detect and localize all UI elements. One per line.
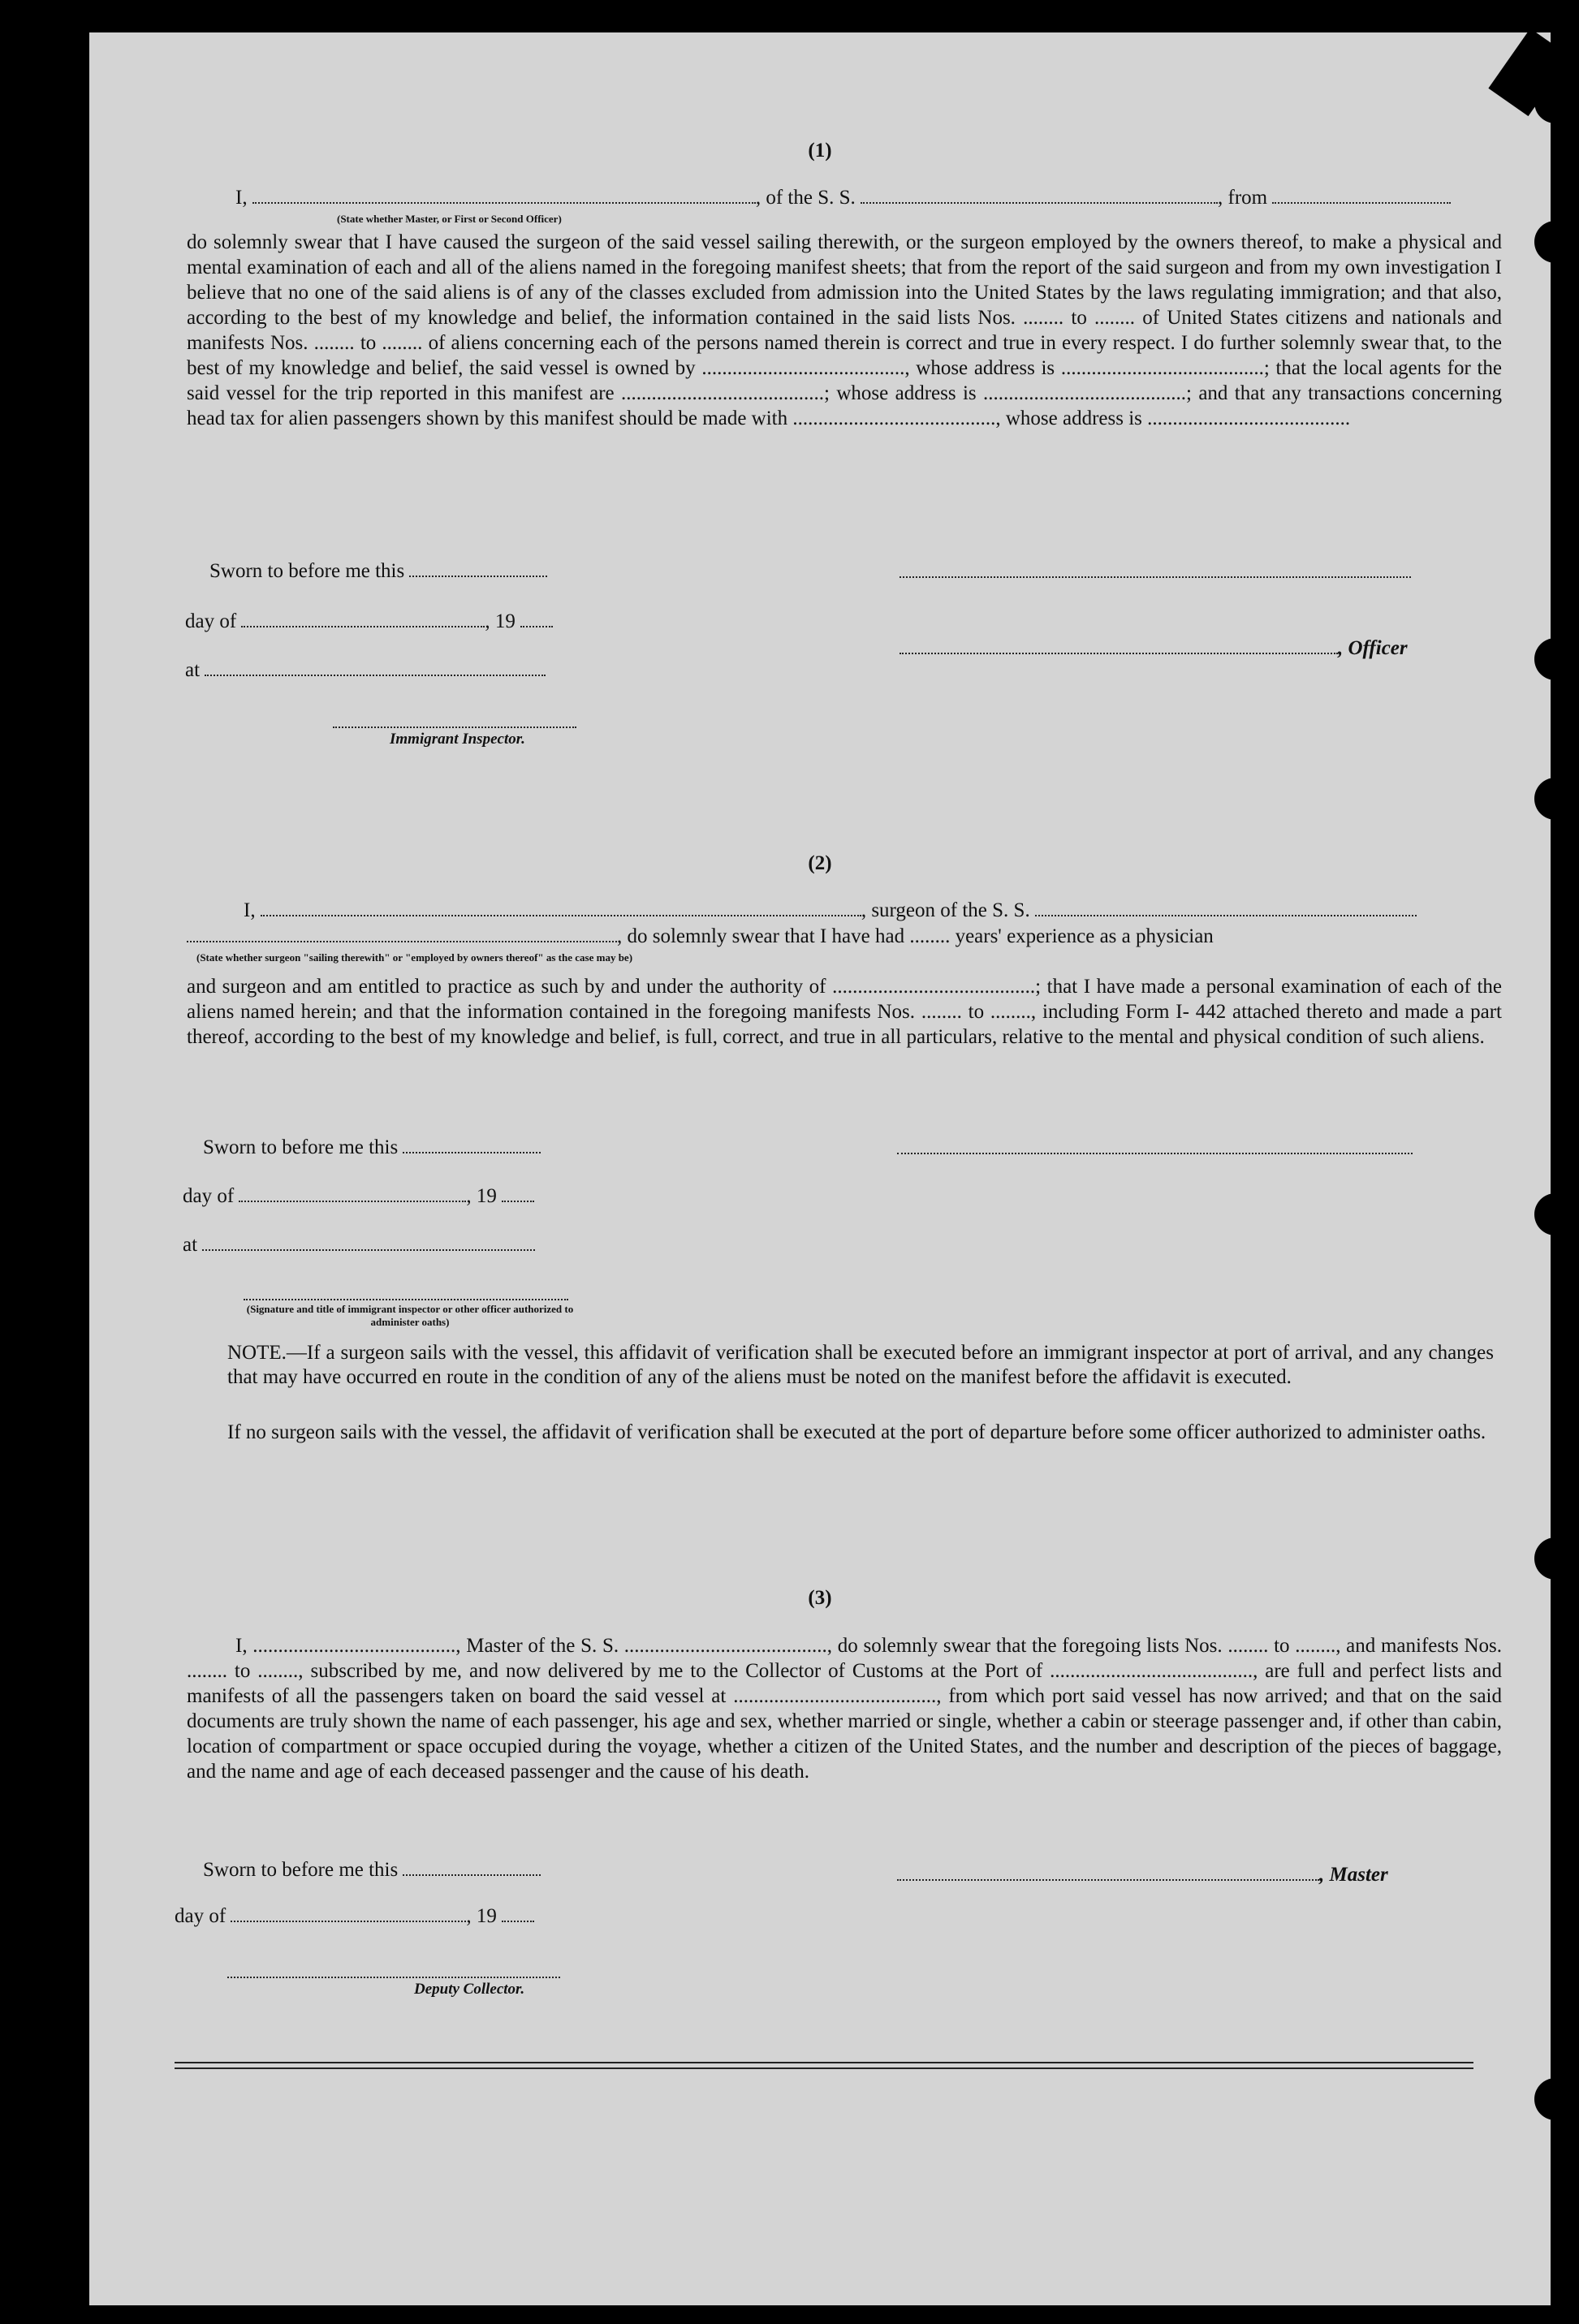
s1-year-field[interactable] xyxy=(520,616,553,627)
punch-hole xyxy=(1534,638,1577,680)
s2-sworn-field[interactable] xyxy=(403,1142,541,1153)
s1-at-field[interactable] xyxy=(205,665,546,676)
s2-signature-line xyxy=(897,1153,1413,1154)
s2-signature-caption: (Signature and title of immigrant inspector or other officer authorized to administer oaths) xyxy=(246,1303,574,1328)
s3-master-line: , Master xyxy=(897,1864,1388,1886)
section-3-oath: I, ........................................, Master of the S. S. ........................................, do solemnly swear that the foregoing lists Nos. ........ to ........, and manifests Nos. ........ to ........, subscribed by me, and now delivered by me to the Collector of Customs at the Port of ........................................, are full and perfect lists and manifests of all the passengers taken on board the said vessel at ........................................, from which port said vessel has now arrived; and that on the said documents are truly shown the name of each passenger, his age and sex, whether married or single, whether a cabin or steerage passenger and, if other than cabin, location of compartment or space occupied during the voyage, whether a citizen of the United States, and the number and description of the pieces of baggage, and the name and age of each deceased passenger and the cause of his death. xyxy=(187,1635,1502,1783)
section-1-oath: do solemnly swear that I have caused the surgeon of the said vessel sailing therewith, or the surgeon employed by the owners thereof, to make a physical and mental examination of each and all of the aliens named in the foregoing manifest sheets; that from the report of the said surgeon and from my own investigation I believe that no one of the said aliens is of any of the classes excluded from admission into the United States by the laws regulating immigration; and that also, according to the best of my knowledge and belief, the information contained in the said lists Nos. ........ to ........ of United States citizens and nationals and manifests Nos. ........ to ........ of aliens concerning each of the persons named therein is correct and true in every respect. I do further solemnly swear that, to the best of my knowledge and belief, the said vessel is owned by ........................................, whose address is ........................................; that the local agents for the said vessel for the trip reported in this manifest are ........................................; whose address is ........................................; and that any transactions concerning head tax for alien passengers shown by this manifest should be made with ........................................, whose address is ........................................ xyxy=(187,231,1502,429)
s2-first-line: I, , surgeon of the S. S. xyxy=(244,899,1417,922)
punch-hole xyxy=(1534,81,1577,123)
s1-at-line: at xyxy=(185,659,546,682)
note-second-paragraph: If no surgeon sails with the vessel, the affidavit of verification shall be executed at the port of departure before some officer authorized to administer oaths. xyxy=(227,1421,1486,1443)
punch-hole xyxy=(1534,778,1577,820)
section-2-title: (2) xyxy=(808,852,832,874)
s2-official-signature-line xyxy=(244,1299,568,1300)
section-3-title: (3) xyxy=(808,1587,832,1609)
s3-day-line: day of , 19 xyxy=(175,1905,534,1928)
s2-at-line: at xyxy=(183,1234,535,1257)
bottom-divider xyxy=(175,2062,1473,2063)
master-name-field[interactable] xyxy=(252,192,756,204)
note-paragraph: NOTE.—If a surgeon sails with the vessel, this affidavit of verification shall be executed before an immigrant inspector at port of arrival, and any changes that may have occurred en route in the condition of any of the aliens must be noted on the manifest before the affidavit is executed. xyxy=(227,1342,1494,1388)
surgeon-caption: (State whether surgeon "sailing therewith" or "employed by owners thereof" as the case may be) xyxy=(196,951,633,964)
vessel-name-field[interactable] xyxy=(861,192,1218,204)
immigrant-inspector-label: Immigrant Inspector. xyxy=(390,731,525,748)
s3-day-field[interactable] xyxy=(231,1911,466,1922)
s2-vessel-field[interactable] xyxy=(1035,905,1417,916)
deputy-collector-label: Deputy Collector. xyxy=(414,1981,525,1998)
s1-sworn-field[interactable] xyxy=(409,566,547,577)
collector-signature-line xyxy=(227,1977,560,1978)
inspector-signature-line xyxy=(333,727,576,728)
s2-day-field[interactable] xyxy=(239,1191,466,1202)
section-1-header-line: I, , of the S. S. , from xyxy=(235,187,1451,209)
officer-signature-field[interactable] xyxy=(900,643,1338,654)
s1-day-field[interactable] xyxy=(241,616,485,627)
bottom-divider-second xyxy=(175,2067,1473,2069)
s3-sworn-line: Sworn to before me this xyxy=(203,1859,541,1882)
punch-hole xyxy=(1534,2078,1577,2120)
punch-hole xyxy=(1534,1537,1577,1580)
section-1-title: (1) xyxy=(808,140,832,162)
s3-sworn-field[interactable] xyxy=(403,1865,541,1876)
s2-second-line: , do solemnly swear that I have had ........ years' experience as a physician xyxy=(187,925,1214,948)
s2-at-field[interactable] xyxy=(202,1240,535,1251)
surgeon-name-field[interactable] xyxy=(261,905,861,916)
s2-day-line: day of , 19 xyxy=(183,1185,534,1208)
manifest-sheet xyxy=(89,32,1551,2305)
punch-hole xyxy=(1534,1193,1577,1235)
master-signature-field[interactable] xyxy=(897,1869,1319,1881)
s1-sworn-line: Sworn to before me this xyxy=(209,560,547,583)
s1-signature-line xyxy=(900,576,1411,578)
s2-year-field[interactable] xyxy=(502,1191,534,1202)
section-2-oath: and surgeon and am entitled to practice as such by and under the authority of ........................................; that I have made a personal examination of each of the aliens named herein; and that the information contained in the foregoing manifests Nos. ........ to ........, including Form I- 442 attached thereto and made a part thereof, according to the best of my knowledge and belief, is full, correct, and true in all particulars, relative to the mental and physical condition of such aliens. xyxy=(187,976,1502,1048)
s3-year-field[interactable] xyxy=(502,1911,534,1922)
s1-day-line: day of , 19 xyxy=(185,610,553,633)
s1-officer-line: , Officer xyxy=(900,637,1408,660)
officer-caption: (State whether Master, or First or Second Officer) xyxy=(337,213,562,225)
surgeon-status-field[interactable] xyxy=(187,931,617,942)
punch-hole xyxy=(1534,221,1577,263)
s2-sworn-line: Sworn to before me this xyxy=(203,1136,541,1159)
from-port-field[interactable] xyxy=(1272,192,1451,204)
